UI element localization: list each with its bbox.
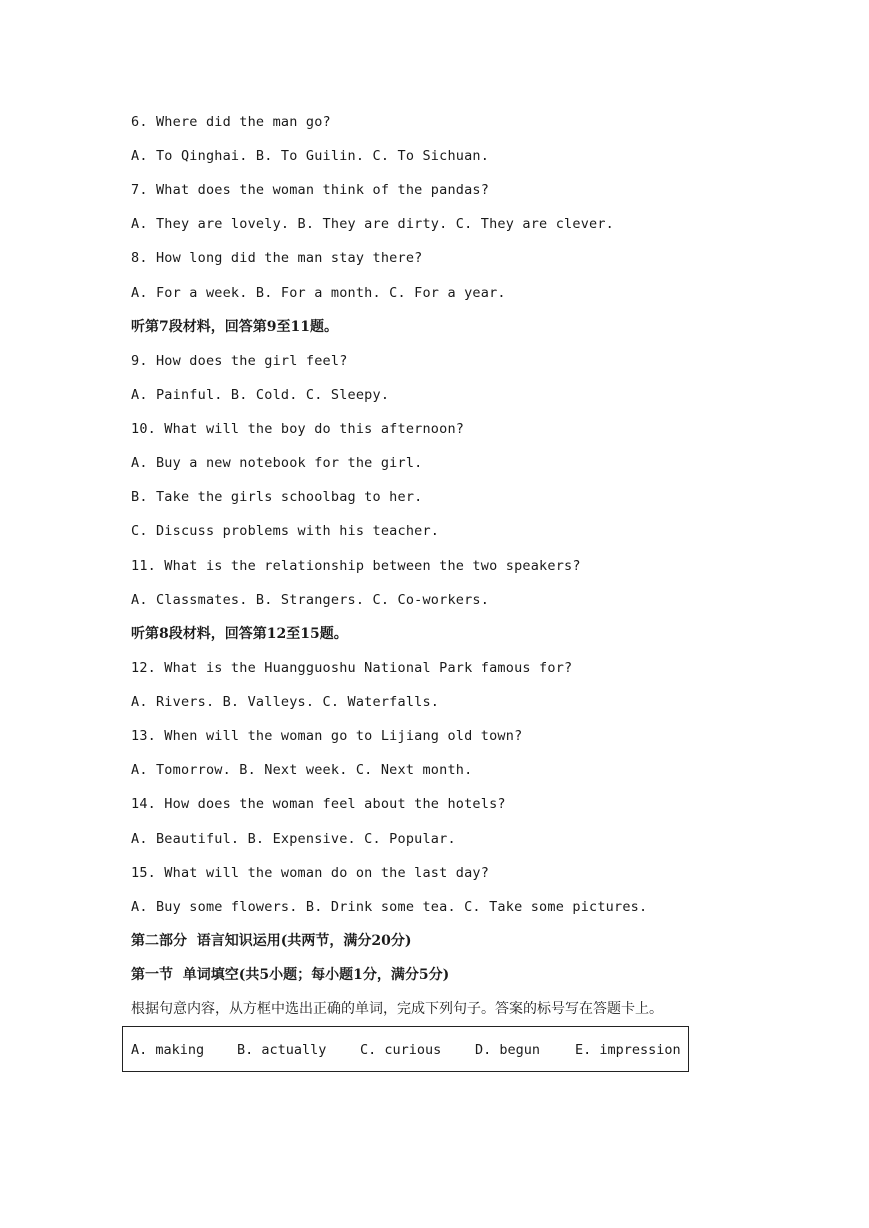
question-13: 13. When will the woman go to Lijiang old town? [131,728,523,744]
options-12: A. Rivers. B. Valleys. C. Waterfalls. [131,694,440,710]
word-option-c: C. curious [360,1042,442,1058]
option-10c: C. Discuss problems with his teacher. [131,523,440,539]
option-10a: A. Buy a new notebook for the girl. [131,455,423,471]
word-choice-box [122,1026,689,1072]
options-14: A. Beautiful. B. Expensive. C. Popular. [131,831,456,847]
part-two-heading: 第二部分 语言知识运用(共两节，满分20分) [131,933,412,949]
options-8: A. For a week. B. For a month. C. For a year. [131,285,506,301]
question-9: 9. How does the girl feel? [131,353,348,369]
question-6: 6. Where did the man go? [131,114,331,130]
question-12: 12. What is the Huangguoshu National Park famous for? [131,660,573,676]
options-15: A. Buy some flowers. B. Drink some tea. C. Take some pictures. [131,899,648,915]
question-10: 10. What will the boy do this afternoon? [131,421,465,437]
word-option-e: E. impression [575,1042,681,1058]
question-15: 15. What will the woman do on the last day? [131,865,490,881]
word-option-d: D. begun [475,1042,541,1058]
section-heading-7: 听第7段材料，回答第9至11题。 [131,319,338,335]
options-7: A. They are lovely. B. They are dirty. C. They are clever. [131,216,615,232]
instruction-text: 根据句意内容，从方框中选出正确的单词，完成下列句子。答案的标号写在答题卡上。 [131,1001,663,1017]
options-13: A. Tomorrow. B. Next week. C. Next month. [131,762,473,778]
question-11: 11. What is the relationship between the two speakers? [131,558,581,574]
word-option-a: A. making [131,1042,205,1058]
options-11: A. Classmates. B. Strangers. C. Co-workers. [131,592,490,608]
options-9: A. Painful. B. Cold. C. Sleepy. [131,387,390,403]
question-7: 7. What does the woman think of the pandas? [131,182,490,198]
section-heading-8: 听第8段材料，回答第12至15题。 [131,626,348,642]
question-8: 8. How long did the man stay there? [131,250,423,266]
option-10b: B. Take the girls schoolbag to her. [131,489,423,505]
options-6: A. To Qinghai. B. To Guilin. C. To Sichuan. [131,148,490,164]
section-one-heading: 第一节 单词填空(共5小题；每小题1分，满分5分) [131,967,450,983]
question-14: 14. How does the woman feel about the hotels? [131,796,506,812]
word-option-b: B. actually [237,1042,327,1058]
